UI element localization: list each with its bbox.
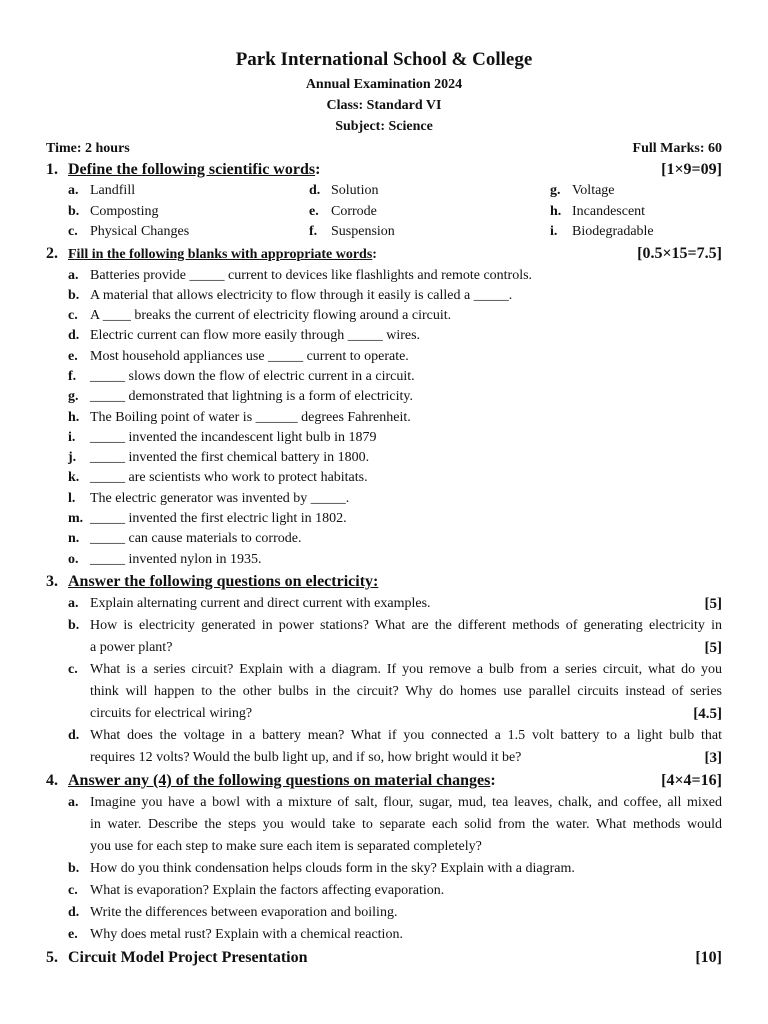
- material-question: [68, 792, 722, 858]
- item-label: c.: [68, 661, 78, 677]
- item-line: [90, 747, 722, 769]
- item-text: _____ are scientists who work to protect habitats.: [90, 470, 368, 486]
- definition-item: [68, 222, 309, 243]
- subject-line: Subject: Science: [335, 119, 433, 134]
- material-question: [68, 858, 722, 880]
- item-marks: [5]: [704, 639, 722, 656]
- line-text: Explain alternating current and direct current with examples.: [90, 595, 431, 611]
- electricity-question: [68, 593, 722, 615]
- exam-meta: [46, 139, 722, 159]
- item-text: [90, 659, 722, 725]
- line-text: requires 12 volts? Would the bulb light up, and if so, how bright would it be?: [90, 749, 522, 765]
- school-name: Park International School & College: [235, 49, 533, 70]
- definition-item: [68, 202, 309, 223]
- item-text: _____ demonstrated that lightning is a form of electricity.: [90, 389, 413, 405]
- item-label: c.: [68, 224, 78, 239]
- exam-name: Annual Examination 2024: [305, 77, 463, 92]
- item-label: c.: [68, 308, 78, 324]
- item-label: l.: [68, 490, 76, 506]
- item-text: _____ can cause materials to corrode.: [90, 531, 302, 547]
- blank-item: [68, 468, 722, 488]
- item-label: g.: [550, 183, 561, 198]
- item-label: d.: [68, 727, 80, 743]
- material-question: [68, 924, 722, 946]
- item-text: _____ invented the incandescent light bulb in 1879: [90, 429, 377, 445]
- item-label: d.: [68, 328, 80, 344]
- item-line: Why does metal rust? Explain with a chemical reaction.: [90, 926, 403, 942]
- material-question: [68, 902, 722, 924]
- exam-paper: [46, 48, 722, 969]
- question-title: Define the following scientific words: [68, 161, 316, 178]
- exam-header: [46, 48, 722, 137]
- line-text: a power plant?: [90, 639, 173, 655]
- item-marks: [3]: [704, 749, 722, 766]
- item-text: Incandescent: [572, 203, 646, 219]
- question-2-heading: 2. Fill in the following blanks with appropriate words: [0.5×15=7.5]: [46, 243, 722, 266]
- item-line: Write the differences between evaporation and boiling.: [90, 904, 398, 920]
- item-text: [90, 924, 722, 946]
- blank-item: [68, 306, 722, 326]
- item-label: k.: [68, 470, 80, 486]
- item-text: [90, 615, 722, 659]
- question-number: 1.: [46, 161, 58, 178]
- class-line: Class: Standard VI: [326, 98, 442, 113]
- item-text: Batteries provide _____ current to devices like flashlights and remote controls.: [90, 267, 533, 283]
- item-label: g.: [68, 389, 79, 405]
- blank-item: [68, 408, 722, 428]
- item-label: d.: [68, 904, 80, 920]
- definition-item: [550, 222, 722, 243]
- question-marks: [1×9=09]: [661, 161, 722, 178]
- question-title: Fill in the following blanks with appropriate words: [68, 246, 373, 262]
- blank-item: [68, 489, 722, 509]
- item-text: Most household appliances use _____ current to operate.: [90, 348, 409, 364]
- time-allowed: Time: 2 hours: [46, 141, 130, 156]
- item-line: What is a series circuit? Explain with a diagram. If you remove a bulb from a series circuit, what do you: [90, 661, 722, 677]
- definition-item: [309, 202, 550, 223]
- item-text: Electric current can flow more easily through _____ wires.: [90, 328, 421, 344]
- blank-item: [68, 448, 722, 468]
- item-marks: [4.5]: [693, 705, 722, 722]
- electricity-question: [68, 615, 722, 659]
- item-line: you use for each step to make sure each item is separated completely?: [90, 838, 482, 854]
- item-line: How is electricity generated in power stations? What are the different methods of generating electricity in: [90, 617, 722, 633]
- item-label: b.: [68, 860, 80, 876]
- full-marks: Full Marks: 60: [632, 141, 722, 156]
- item-text: Composting: [90, 203, 159, 219]
- item-text: Physical Changes: [90, 224, 190, 239]
- item-line: What is evaporation? Explain the factors affecting evaporation.: [90, 882, 445, 898]
- item-line: What does the voltage in a battery mean? What if you connected a 1.5 volt battery to a light bulb that: [90, 727, 722, 743]
- blank-item: [68, 347, 722, 367]
- definition-item: [550, 202, 722, 223]
- blank-item: [68, 529, 722, 549]
- blank-item: [68, 550, 722, 570]
- item-label: b.: [68, 203, 80, 219]
- blank-item: [68, 266, 722, 286]
- question-title: Answer the following questions on electricity:: [68, 572, 379, 590]
- item-label: e.: [309, 203, 319, 219]
- item-label: n.: [68, 531, 80, 547]
- item-label: i.: [68, 429, 76, 445]
- question-marks: [10]: [695, 948, 722, 966]
- material-changes-list: [68, 792, 722, 946]
- question-title: Circuit Model Project Presentation: [68, 948, 308, 966]
- item-label: m.: [68, 511, 84, 527]
- material-question: [68, 880, 722, 902]
- item-label: i.: [550, 224, 558, 239]
- item-text: A ____ breaks the current of electricity flowing around a circuit.: [90, 308, 452, 324]
- blank-item: [68, 428, 722, 448]
- item-label: a.: [68, 183, 79, 198]
- item-line: [90, 703, 722, 725]
- blank-item: [68, 286, 722, 306]
- item-label: a.: [68, 794, 79, 810]
- item-text: The Boiling point of water is ______ degrees Fahrenheit.: [90, 409, 411, 425]
- item-label: e.: [68, 348, 78, 364]
- item-marks: [5]: [704, 595, 722, 612]
- blank-item: [68, 326, 722, 346]
- item-line: How do you think condensation helps clouds form in the sky? Explain with a diagram.: [90, 860, 575, 876]
- item-label: h.: [550, 203, 562, 219]
- question-title: Answer any (4) of the following questions on material changes: [68, 771, 491, 789]
- item-text: A material that allows electricity to flow through it easily is called a _____.: [90, 287, 513, 303]
- item-label: a.: [68, 267, 79, 283]
- item-label: f.: [68, 368, 77, 384]
- item-text: The electric generator was invented by _____.: [90, 490, 350, 506]
- question-number: 5.: [46, 948, 58, 966]
- item-text: [90, 593, 722, 615]
- item-text: [90, 858, 722, 880]
- item-text: Corrode: [331, 203, 377, 219]
- item-text: Landfill: [90, 183, 136, 198]
- item-text: _____ invented the first chemical battery in 1800.: [90, 450, 370, 466]
- item-label: o.: [68, 551, 79, 567]
- item-text: [90, 725, 722, 769]
- definition-item: [309, 222, 550, 243]
- fill-blanks-list: [68, 266, 722, 570]
- item-label: e.: [68, 926, 78, 942]
- item-text: _____ invented nylon in 1935.: [90, 551, 262, 567]
- definition-item: [550, 181, 722, 202]
- item-line: think will happen to the other bulbs in the circuit? Why do homes use parallel circuits instead of series: [90, 683, 722, 699]
- question-marks: [0.5×15=7.5]: [637, 244, 722, 262]
- item-label: b.: [68, 617, 80, 633]
- question-marks: [4×4=16]: [661, 771, 722, 789]
- question-number: 3.: [46, 572, 58, 590]
- item-line: [90, 593, 722, 615]
- item-text: Biodegradable: [572, 224, 654, 239]
- item-line: Imagine you have a bowl with a mixture of salt, flour, sugar, mud, tea leaves, chalk, and coffee, all mixed: [90, 794, 722, 810]
- item-line: [90, 637, 722, 659]
- question-1-heading: 1. Define the following scientific words: [1×9=09]: [46, 159, 722, 181]
- electricity-question: [68, 725, 722, 769]
- item-text: Suspension: [331, 224, 395, 239]
- electricity-question: [68, 659, 722, 725]
- item-text: _____ invented the first electric light in 1802.: [90, 511, 347, 527]
- item-text: _____ slows down the flow of electric current in a circuit.: [90, 368, 415, 384]
- item-label: c.: [68, 882, 78, 898]
- question-number: 4.: [46, 771, 58, 789]
- item-text: Voltage: [572, 183, 615, 198]
- definition-item: [68, 181, 309, 202]
- item-text: [90, 880, 722, 902]
- item-text: Solution: [331, 183, 379, 198]
- item-label: j.: [68, 450, 77, 466]
- item-label: f.: [309, 224, 318, 239]
- question-number: 2.: [46, 244, 58, 262]
- question-3-heading: [46, 571, 722, 593]
- electricity-questions-list: [68, 593, 722, 769]
- blank-item: [68, 387, 722, 407]
- item-text: [90, 902, 722, 924]
- item-text: [90, 792, 722, 858]
- blank-item: [68, 367, 722, 387]
- question-5-heading: [46, 947, 722, 969]
- definitions-grid: [68, 181, 722, 243]
- line-text: circuits for electrical wiring?: [90, 705, 253, 721]
- blank-item: [68, 509, 722, 529]
- question-4-heading: 4. Answer any (4) of the following questions on material changes: [4×4=16]: [46, 770, 722, 792]
- item-label: d.: [309, 183, 321, 198]
- item-label: h.: [68, 409, 80, 425]
- definition-item: [309, 181, 550, 202]
- item-label: a.: [68, 595, 79, 611]
- item-label: b.: [68, 287, 80, 303]
- item-line: in water. Describe the steps you would take to separate each solid from the water. What methods would: [90, 816, 722, 832]
